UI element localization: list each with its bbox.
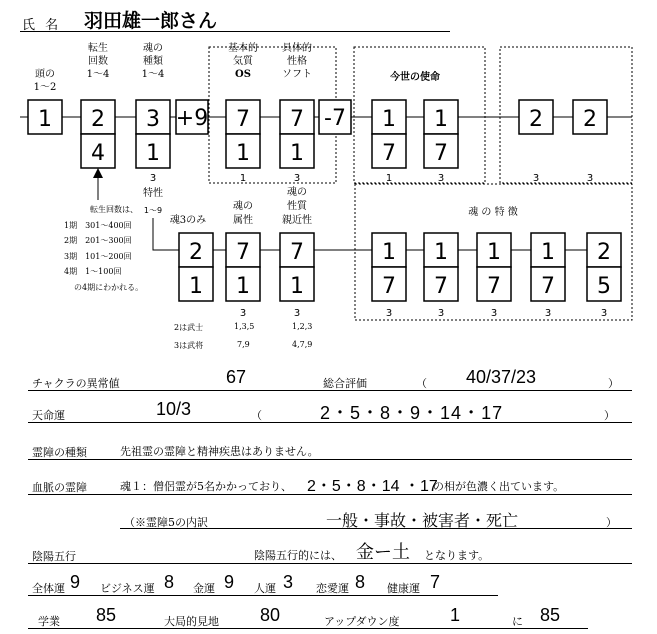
top-cell-8-top-value: 1 (434, 107, 448, 132)
top-cell-0-top-value: 1 (38, 107, 52, 132)
row-underline (28, 422, 632, 423)
bottom-cell-4-under: 3 (437, 308, 445, 319)
rebirth-note-line: 転生回数は、 (90, 205, 138, 214)
rebirth-note-line: 2期 201〜300回 (64, 236, 132, 245)
bottom-cell-0-top-value: 2 (189, 240, 203, 265)
breakdown-label: （※霊障5の内訳 (124, 516, 208, 529)
top-cell-6-value: -7 (324, 106, 346, 131)
broad-view-label: 大局的見地 (164, 615, 219, 628)
top-cell-4-bottom-value: 1 (236, 141, 250, 166)
top-cell-4-header: 基本的 (228, 43, 258, 54)
bottom-cell-2-under: 3 (293, 308, 301, 319)
top-cell-8-under: 3 (437, 173, 445, 184)
row-underline (28, 628, 588, 629)
bottom-cell-1-under: 3 (239, 308, 247, 319)
blood-pre: 魂１：僧侶霊が5名かかっており、 (120, 480, 292, 493)
inyo-post: となります。 (424, 549, 490, 562)
top-cell-2-bottom-value: 1 (146, 141, 160, 166)
luck-money-label: 金運 (193, 582, 215, 595)
top-cell-5-under: 3 (293, 173, 301, 184)
bottom-cell-0-bottom-value: 1 (189, 274, 203, 299)
bottom-cell-2-bottom-value: 1 (290, 274, 304, 299)
top-cell-0-header: 頭の (35, 69, 55, 80)
top-cell-5-bottom-value: 1 (290, 141, 304, 166)
reisho-type-label: 霊障の種類 (32, 446, 87, 459)
luck-business-label: ビジネス運 (100, 582, 155, 595)
top-cell-1-top-value: 2 (91, 107, 105, 132)
top-cell-5-header: ソフト (282, 69, 312, 80)
bottom-cell-7-bottom-value: 5 (597, 274, 611, 299)
row-underline (28, 494, 632, 495)
top-cell-7-top-value: 1 (382, 107, 396, 132)
tenmei-value: 10/3 (156, 399, 192, 419)
top-cell-10-top-value: 2 (583, 107, 597, 132)
warrior-note-2c: 4,7,9 (292, 340, 313, 349)
bottom-cell-3-top-value: 1 (382, 240, 396, 265)
warrior-note-1a: 2は武士 (174, 323, 204, 332)
top-cell-5-top-value: 7 (290, 107, 304, 132)
luck-business-value: 8 (164, 572, 175, 592)
bottom-cell-6-under: 3 (544, 308, 552, 319)
person-name: 羽田雄一郎さん (84, 10, 218, 32)
top-cell-7-under: 1 (385, 173, 393, 184)
bottom-cell-2-header: 親近性 (282, 215, 312, 226)
tokusei-range: 1〜9 (143, 206, 163, 215)
bottom-cell-1-top-value: 7 (236, 240, 250, 265)
study-label: 学業 (38, 615, 60, 628)
rebirth-note (64, 202, 143, 295)
warrior-note-2b: 7,9 (237, 340, 250, 349)
bottom-cell-4-top-value: 1 (434, 240, 448, 265)
bottom-cell-6-top-value: 1 (541, 240, 555, 265)
soul-title: 魂 の 特 徴 (468, 207, 518, 218)
tokusei-label: 特性 (143, 188, 163, 199)
bottom-cell-2-header: 魂の (287, 187, 307, 198)
top-cell-2-header: 種類 (143, 56, 163, 67)
tenmei-label: 天命運 (32, 409, 65, 422)
top-cell-0-header: 1〜2 (33, 82, 57, 93)
row-underline (28, 390, 632, 391)
top-cell-5-header: 具体的 (282, 43, 312, 54)
luck-health-label: 健康運 (387, 582, 420, 595)
bottom-cell-0-header: 魂3のみ (169, 215, 207, 226)
rebirth-note-line: の4期にわかれる。 (74, 282, 144, 292)
bottom-cell-2-header: 性質 (287, 201, 307, 212)
breakdown-close: ） (606, 516, 617, 529)
name-label: 氏 名 (22, 18, 62, 33)
chakra-label: チャクラの異常値 (32, 377, 120, 390)
updown-value2: 85 (540, 605, 561, 625)
top-cell-4-top-value: 7 (236, 107, 250, 132)
bottom-cell-5-bottom-value: 7 (487, 274, 501, 299)
rebirth-note-line: 1期 301〜400回 (64, 220, 132, 230)
luck-people-label: 人運 (254, 582, 276, 595)
top-cell-2-top-value: 3 (146, 107, 160, 132)
row-underline (120, 528, 632, 529)
bottom-cell-1-bottom-value: 1 (236, 274, 250, 299)
luck-love-label: 恋愛運 (316, 582, 349, 595)
mission-title: 今世の使命 (390, 72, 440, 83)
overall-close: ） (608, 377, 619, 390)
blood-label: 血脈の霊障 (32, 481, 87, 494)
top-cell-8-bottom-value: 7 (434, 141, 448, 166)
row-underline (28, 595, 498, 596)
updown-label: アップダウン度 (324, 615, 400, 628)
top-cell-1-header: 転生 (88, 43, 108, 54)
chakra-value: 67 (226, 367, 247, 387)
warrior-note-1b: 1,3,5 (234, 322, 255, 331)
arrow-head (93, 168, 103, 178)
inyo-label: 陰陽五行 (32, 550, 76, 563)
inyo-pre: 陰陽五行的には、 (254, 549, 342, 562)
overall-label: 総合評価 (323, 377, 367, 390)
top-cell-9-under: 3 (532, 173, 540, 184)
top-cell-3-value: +9 (175, 106, 209, 131)
top-cell-2-header: 魂の (143, 43, 163, 54)
tenmei-close: ） (604, 409, 615, 422)
study-value: 85 (96, 605, 117, 625)
rebirth-note-line: 3期 101〜200回 (64, 251, 132, 261)
top-cell-4-header: OS (235, 69, 251, 80)
warrior-note-1c: 1,2,3 (292, 322, 313, 331)
reisho-type-text: 先祖霊の霊障と精神疾患はありません。 (120, 445, 319, 458)
warrior-note-2a: 3は武将 (174, 341, 204, 350)
bottom-cell-4-bottom-value: 7 (434, 274, 448, 299)
bottom-cell-7-top-value: 2 (597, 240, 611, 265)
bottom-cell-3-under: 3 (385, 308, 393, 319)
top-cell-1-header: 1〜4 (86, 69, 110, 80)
updown-sep: に (512, 615, 523, 628)
bottom-cell-3-bottom-value: 7 (382, 274, 396, 299)
updown-value: 1 (450, 605, 461, 625)
top-cell-4-header: 気質 (233, 56, 253, 67)
bottom-cell-2-top-value: 7 (290, 240, 304, 265)
luck-love-value: 8 (355, 572, 366, 592)
bottom-cell-7-under: 3 (600, 308, 608, 319)
luck-money-value: 9 (224, 572, 235, 592)
bottom-cell-5-top-value: 1 (487, 240, 501, 265)
tenmei-list: 2・5・8・9・14・17 (320, 403, 504, 423)
top-cell-1-header: 回数 (88, 56, 108, 67)
broad-view-value: 80 (260, 605, 281, 625)
top-cell-2-under: 3 (149, 173, 157, 184)
luck-overall-value: 9 (70, 572, 81, 592)
top-cell-1-bottom-value: 4 (91, 141, 105, 166)
luck-people-value: 3 (283, 572, 294, 592)
overall-open: （ (416, 377, 427, 390)
blood-nums: 2・5・8・14 ・17 (307, 478, 438, 495)
blood-post: の相が色濃く出ています。 (433, 480, 565, 493)
top-cell-2-header: 1〜4 (141, 69, 165, 80)
bottom-cell-5-under: 3 (490, 308, 498, 319)
bottom-cell-1-header: 属性 (233, 215, 253, 226)
row-underline (28, 563, 632, 564)
top-cell-4-under: 1 (239, 173, 247, 184)
top-cell-5-header: 性格 (287, 56, 307, 67)
top-cell-10-under: 3 (586, 173, 594, 184)
top-cell-9-top-value: 2 (529, 107, 543, 132)
luck-health-value: 7 (430, 572, 441, 592)
rebirth-note-line: 4期 1〜100回 (64, 267, 122, 276)
breakdown-value: 一般・事故・被害者・死亡 (326, 513, 519, 530)
bottom-cell-1-header: 魂の (233, 201, 253, 212)
row-underline (28, 459, 632, 460)
top-cell-7-bottom-value: 7 (382, 141, 396, 166)
bottom-cell-6-bottom-value: 7 (541, 274, 555, 299)
luck-overall-label: 全体運 (32, 582, 65, 595)
overall-value: 40/37/23 (466, 367, 537, 387)
tenmei-open: （ (251, 409, 262, 422)
inyo-value: 金ー土 (356, 542, 410, 562)
